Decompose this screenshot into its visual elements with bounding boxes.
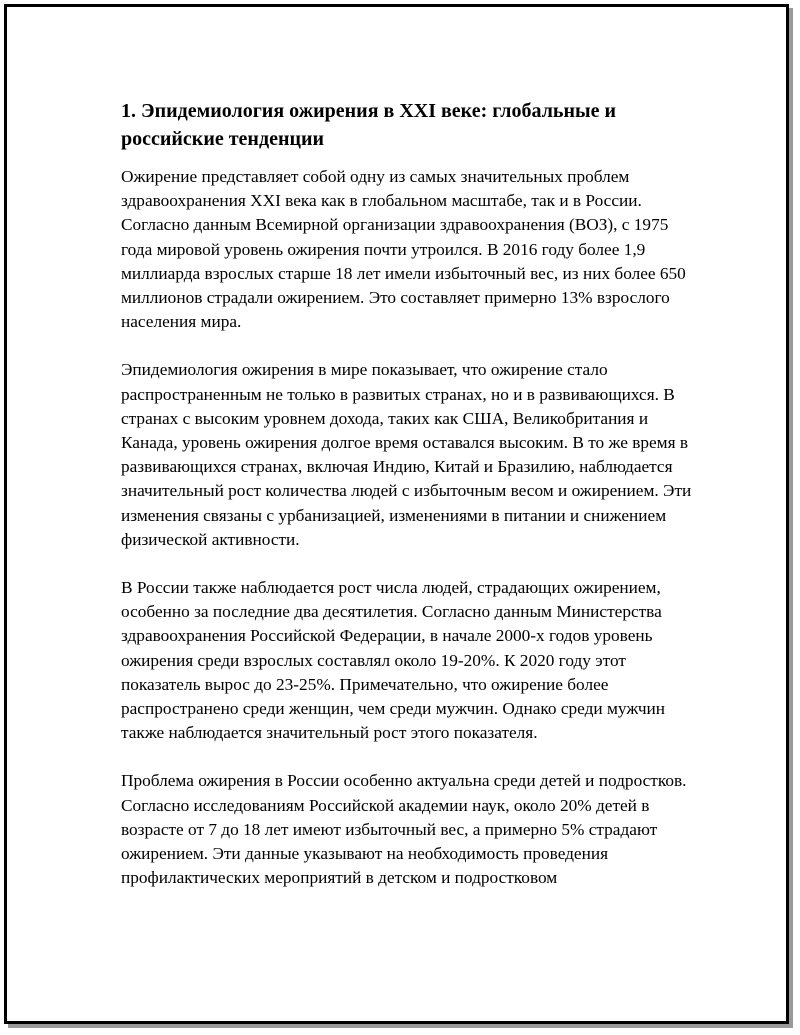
section-heading: 1. Эпидемиология ожирения в XXI веке: глобальные и российские тенденции [121, 100, 617, 150]
document-page [4, 4, 789, 1024]
document-body [121, 97, 696, 914]
paragraph-russia-children: Проблема ожирения в России особенно актуальна среди детей и подростков. Согласно исследованиям Российской академии наук, около 20% детей в возрасте от 7 до 18 лет имеют избыточный вес, а примерно 5% страдают ожирением. Эти данные указывают на необходимость проведения профилактических мероприятий в детском и подростковом [121, 771, 687, 888]
paragraph-russia-adults: В России также наблюдается рост числа людей, страдающих ожирением, особенно за последние два десятилетия. Согласно данным Министерства здравоохранения Российской Федерации, в начале 2000-х годов уровень ожирения среди взрослых составлял около 19-20%. К 2020 году этот показатель вырос до 23-25%. Примечательно, что ожирение более распространено среди женщин, чем среди мужчин. Однако среди мужчин также наблюдается значительный рост этого показателя. [121, 578, 666, 743]
paragraph-world-epidemiology: Эпидемиология ожирения в мире показывает, что ожирение стало распространенным не только в развитых странах, но и в развивающихся. В странах с высоким уровнем дохода, таких как США, Великобритания и Канада, уровень ожирения долгое время оставался высоким. В то же время в развивающихся странах, включая Индию, Китай и Бразилию, наблюдается значительный рост количества людей с избыточным весом и ожирением. Эти изменения связаны с урбанизацией, изменениями в питании и снижением физической активности. [121, 360, 692, 549]
paragraph-global-obesity: Ожирение представляет собой одну из самых значительных проблем здравоохранения XXI века как в глобальном масштабе, так и в России. Согласно данным Всемирной организации здравоохранения (ВОЗ), с 1975 года мировой уровень ожирения почти утроился. В 2016 году более 1,9 миллиарда взрослых старше 18 лет имели избыточный вес, из них более 650 миллионов страдали ожирением. Это составляет примерно 13% взрослого населения мира. [121, 167, 686, 332]
